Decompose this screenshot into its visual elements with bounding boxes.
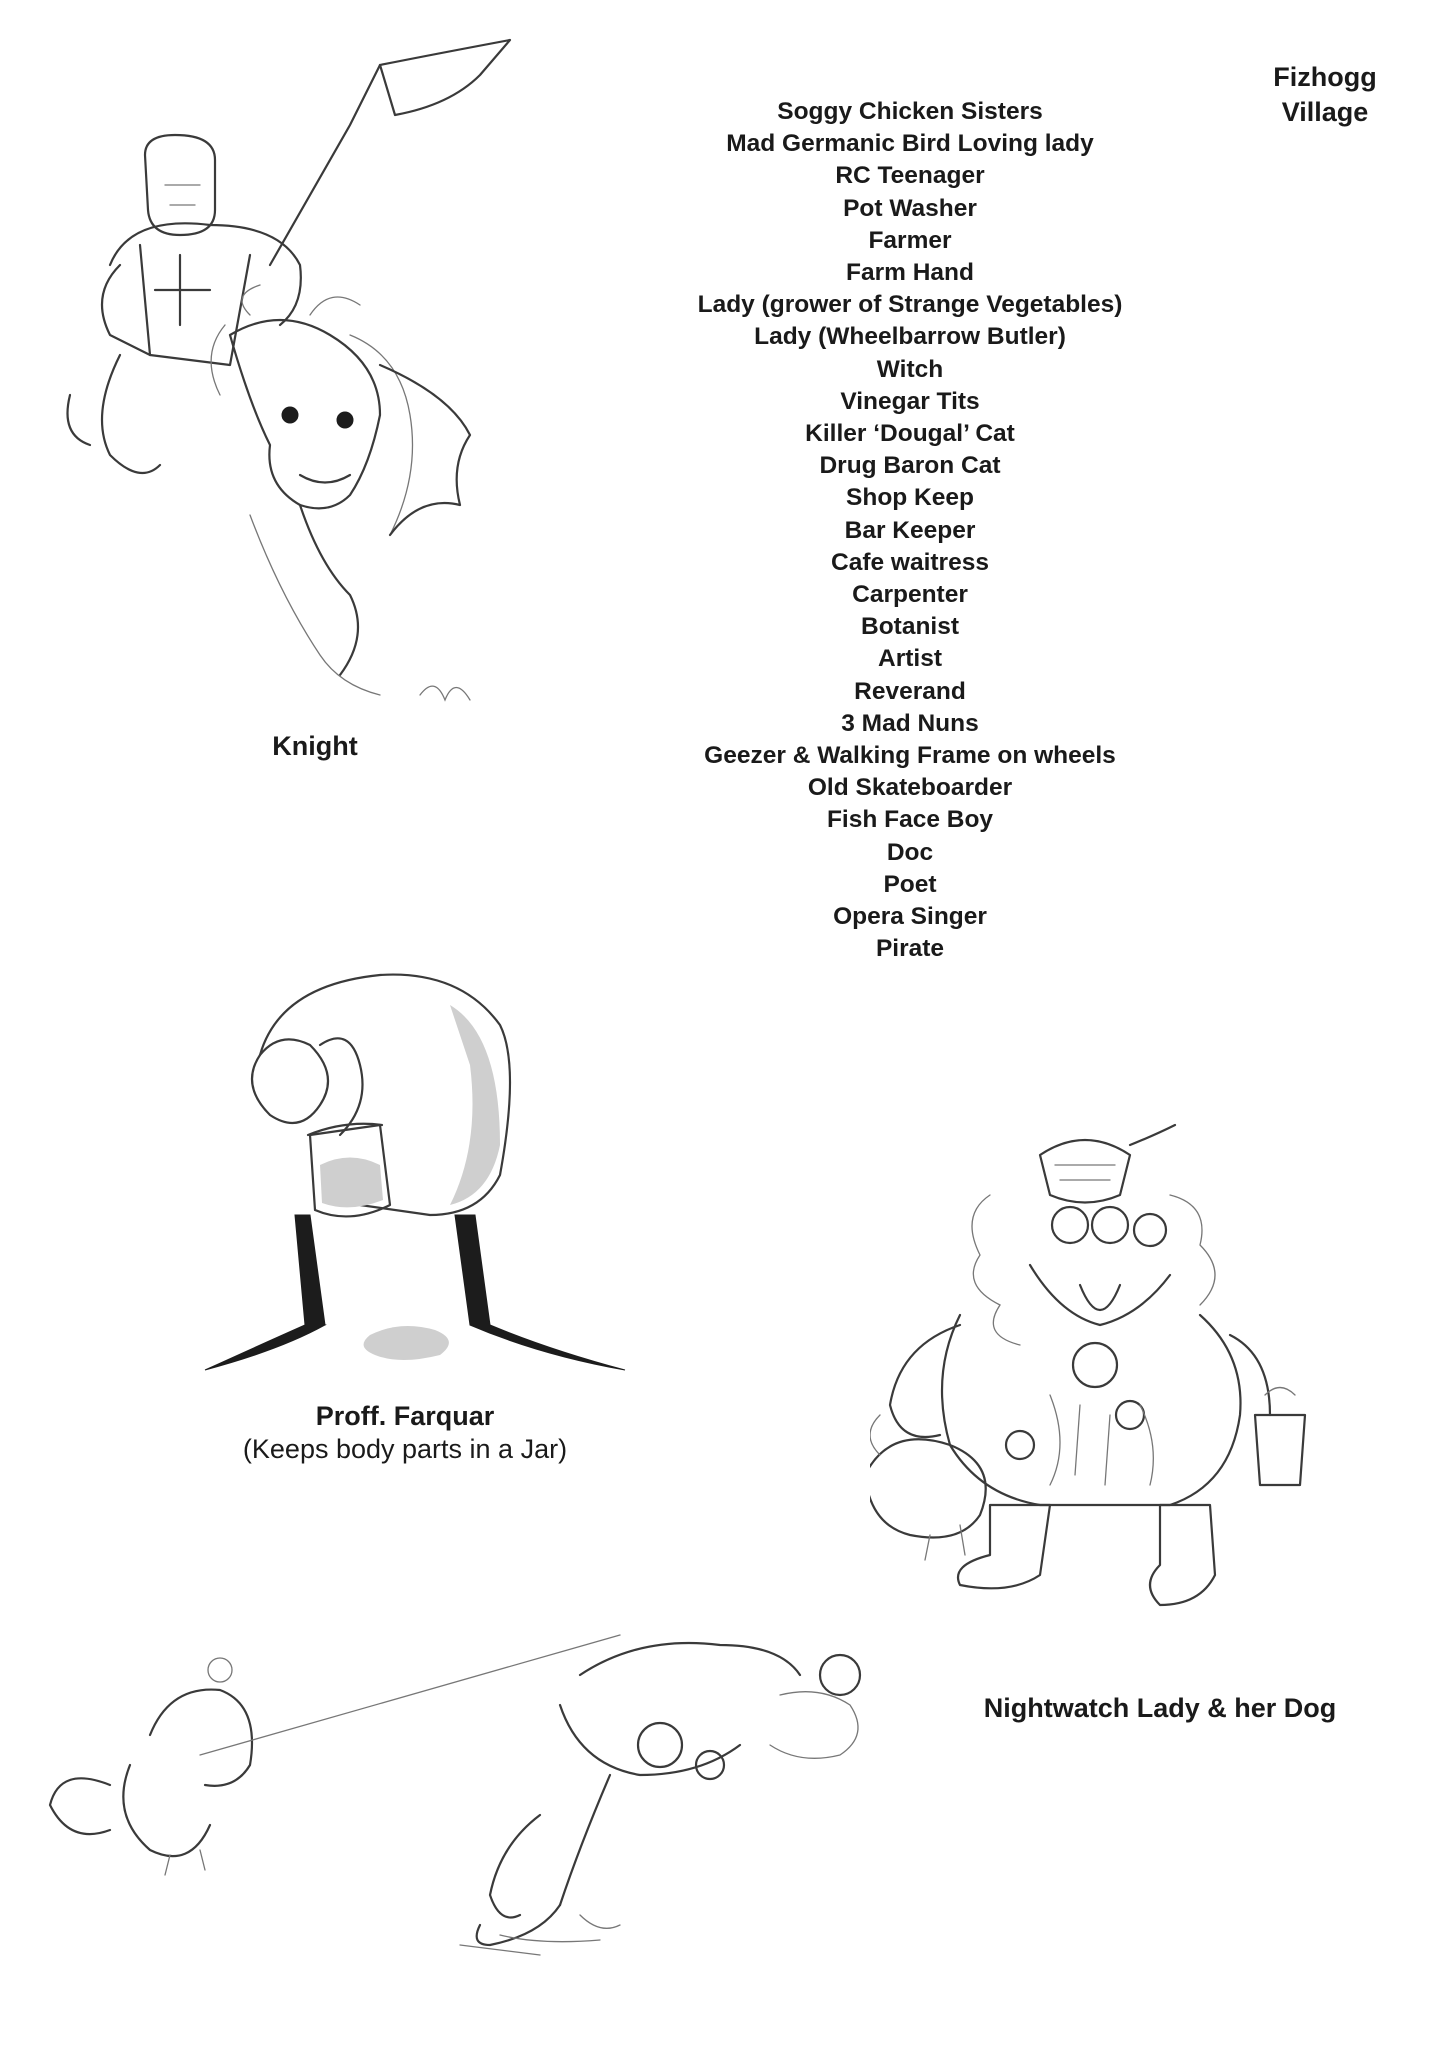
farquar-note: (Keeps body parts in a Jar) — [242, 1434, 568, 1464]
walking-sketch-icon — [20, 1615, 900, 1985]
cast-list-item: Pot Washer — [843, 194, 977, 222]
cast-list-item: Pirate — [875, 935, 945, 963]
cast-list-item: Soggy Chicken Sisters — [777, 98, 1043, 125]
cast-list-item: Artist — [878, 645, 942, 673]
nightwatch-sketch-icon — [870, 1115, 1330, 1635]
cast-list-item: Doc — [886, 838, 934, 866]
cast-list-item: Drug Baron Cat — [819, 452, 1001, 480]
farquar-illustration — [200, 945, 630, 1375]
cast-list-item: Witch — [876, 355, 944, 383]
cast-list-item: Lady (Wheelbarrow Butler) — [754, 323, 1066, 351]
cast-list-item: Farmer — [868, 226, 952, 254]
nightwatch-illustration — [870, 1115, 1330, 1635]
cast-list-item: Poet — [883, 870, 937, 898]
farquar-sketch-icon — [200, 945, 630, 1375]
cast-list-item: Reverand — [854, 677, 966, 705]
cast-list-item: Bar Keeper — [844, 516, 976, 544]
cast-list-item: Farm Hand — [846, 259, 974, 287]
cast-list-item: Killer ‘Dougal’ Cat — [805, 420, 1015, 448]
knight-sketch-icon — [50, 35, 520, 725]
cast-list-item: 3 Mad Nuns — [841, 709, 979, 737]
farquar-caption — [220, 1400, 590, 1466]
cast-list-item: Carpenter — [852, 581, 968, 609]
cast-list-item: Botanist — [861, 613, 959, 641]
cast-list-item: Vinegar Tits — [840, 387, 980, 415]
cast-list-item: Cafe waitress — [831, 548, 989, 576]
farquar-name: Proff. Farquar — [315, 1401, 495, 1431]
walking-illustration — [20, 1615, 900, 1985]
cast-list-item: Fish Face Boy — [826, 806, 994, 834]
cast-list — [640, 96, 1180, 965]
cast-list-item: Geezer & Walking Frame on wheels — [704, 742, 1116, 770]
page-title-line-2: Village — [1281, 97, 1369, 127]
cast-list-item: Mad Germanic Bird Loving lady — [726, 130, 1094, 158]
page-title — [1240, 60, 1410, 130]
knight-caption: Knight — [272, 731, 358, 761]
cast-list-item: Old Skateboarder — [807, 774, 1013, 802]
page-title-line-1: Fizhogg — [1273, 62, 1377, 92]
knight-illustration — [50, 35, 520, 725]
cast-list-item: RC Teenager — [835, 162, 985, 190]
cast-list-item: Lady (grower of Strange Vegetables) — [697, 291, 1123, 319]
nightwatch-caption: Nightwatch Lady & her Dog — [983, 1693, 1337, 1723]
cast-list-item: Shop Keep — [846, 484, 974, 512]
cast-list-item: Opera Singer — [833, 903, 987, 931]
